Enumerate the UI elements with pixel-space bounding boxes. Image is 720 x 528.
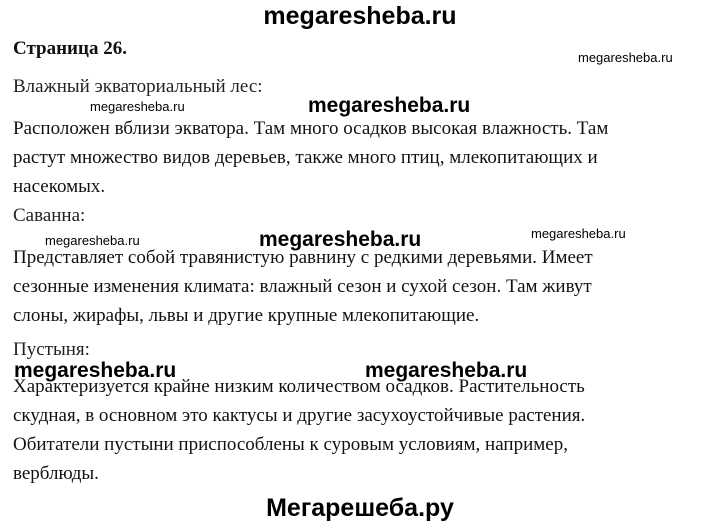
site-footer: Мегарешеба.ру (266, 494, 454, 522)
page-heading: Страница 26. (13, 38, 127, 59)
watermark-bold: megaresheba.ru (14, 359, 177, 382)
body-line: сезонные изменения климата: влажный сезон и сухой сезон. Там живут (13, 276, 592, 297)
body-line: слоны, жирафы, львы и другие крупные млекопитающие. (13, 305, 480, 326)
body-line: Характеризуется крайне низким количеством осадков. Растительность (13, 376, 585, 397)
section-title-rainforest: Влажный экваториальный лес: (13, 76, 263, 97)
body-line: верблюды. (13, 463, 99, 484)
body-line: Обитатели пустыни приспособлены к суровым условиям, например, (13, 434, 568, 455)
watermark-bold: megaresheba.ru (259, 228, 422, 251)
section-body-savanna (13, 243, 713, 330)
watermark-small: megaresheba.ru (45, 233, 140, 248)
body-line: насекомых. (13, 176, 106, 197)
section-body-rainforest (13, 114, 713, 201)
body-line: Представляет собой травянистую равнину с редкими деревьями. Имеет (13, 247, 593, 268)
section-title-desert: Пустыня: (13, 339, 90, 360)
watermark-small: megaresheba.ru (578, 50, 673, 65)
watermark-bold: megaresheba.ru (365, 359, 528, 382)
body-line: скудная, в основном это кактусы и другие засухоустойчивые растения. (13, 405, 586, 426)
section-title-savanna: Саванна: (13, 205, 86, 226)
watermark-small: megaresheba.ru (531, 226, 626, 241)
body-line: растут множество видов деревьев, также много птиц, млекопитающих и (13, 147, 598, 168)
watermark-small: megaresheba.ru (90, 99, 185, 114)
site-header: megaresheba.ru (263, 2, 457, 30)
body-line: Расположен вблизи экватора. Там много осадков высокая влажность. Там (13, 118, 609, 139)
section-body-desert (13, 372, 713, 488)
watermark-bold: megaresheba.ru (308, 94, 471, 117)
